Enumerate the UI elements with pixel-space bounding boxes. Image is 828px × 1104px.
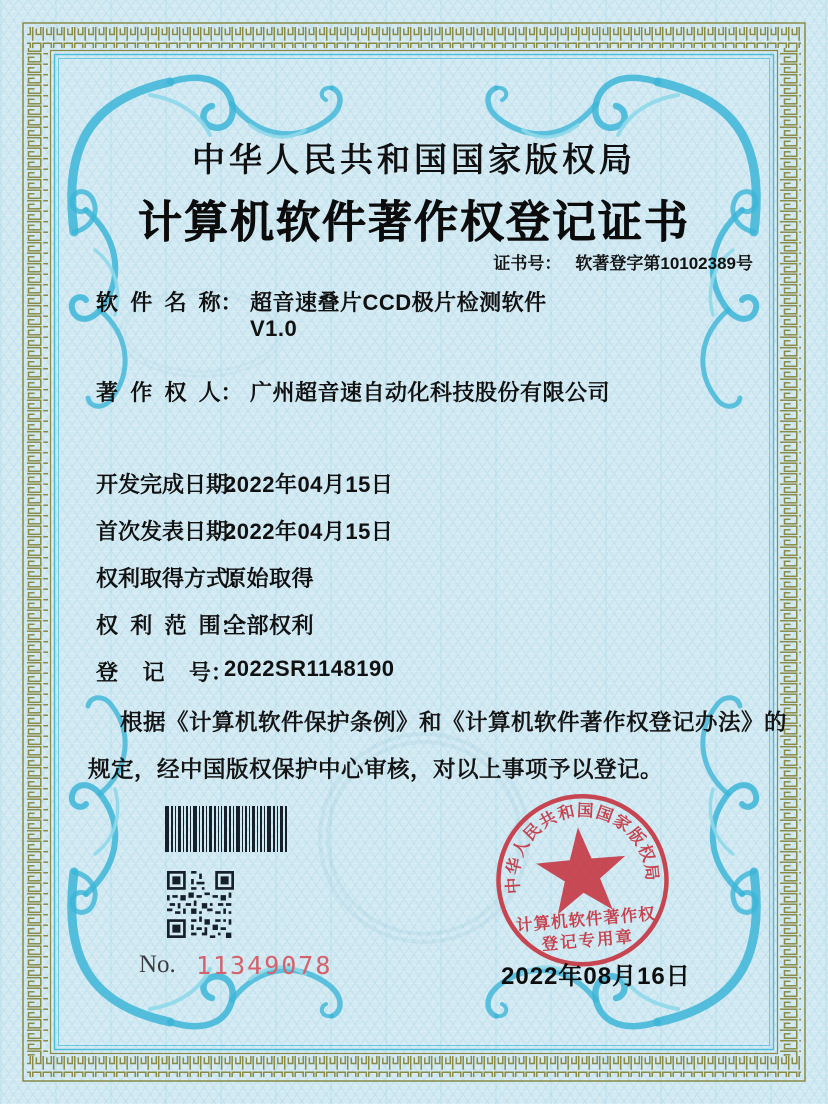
software-name-label: 软 件 名 称：: [96, 290, 243, 315]
certificate-title: 计算机软件著作权登记证书: [138, 198, 690, 247]
red-star-icon: [533, 824, 629, 916]
first-publish-date-value: 2022年04月15日: [224, 519, 394, 544]
meander-border: [27, 27, 801, 1077]
seal-inner-text-2: 登记专用章: [540, 927, 635, 954]
software-name-value: 超音速叠片CCD极片检测软件: [250, 290, 547, 315]
certificate-number: [493, 249, 753, 274]
meander-border-outer-line: [23, 23, 805, 1081]
copyright-holder-label: 著 作 权 人：: [96, 380, 243, 405]
certificate-number-label: 证书号：: [493, 254, 562, 273]
rights-scope-value: 全部权利: [224, 613, 315, 638]
issue-date: 2022年08月16日: [501, 963, 691, 990]
copyright-holder-value: 广州超音速自动化科技股份有限公司: [250, 380, 611, 405]
statement-line-2: 规定，经中国版权保护中心审核，对以上事项予以登记。: [88, 757, 664, 782]
software-version-value: V1.0: [250, 316, 298, 341]
rights-acquisition-label: 权利取得方式：: [96, 566, 251, 591]
registration-number-value: 2022SR1148190: [224, 656, 395, 681]
first-publish-date-label: 首次发表日期：: [96, 519, 251, 544]
certificate-number-value: 软著登字第10102389号: [575, 254, 753, 273]
registration-number-label: 登 记 号：: [96, 660, 233, 685]
rights-scope-label: 权 利 范 围：: [96, 613, 243, 638]
seal-ring-text: 中华人民共和国国家版权局: [504, 801, 661, 895]
dev-complete-date-value: 2022年04月15日: [224, 472, 394, 497]
barcode-icon: [165, 806, 287, 852]
dev-complete-date-label: 开发完成日期：: [96, 472, 251, 497]
statement-line-1: 根据《计算机软件保护条例》和《计算机软件著作权登记办法》的: [120, 710, 788, 735]
rights-acquisition-value: 原始取得: [224, 566, 315, 591]
serial-number-value: 11349078: [196, 951, 333, 980]
seal-inner-text-1: 计算机软件著作权: [515, 904, 657, 936]
qr-code-icon: [167, 871, 234, 938]
serial-number-prefix: No.: [139, 951, 176, 978]
issuer-name: 中华人民共和国国家版权局: [192, 143, 636, 179]
